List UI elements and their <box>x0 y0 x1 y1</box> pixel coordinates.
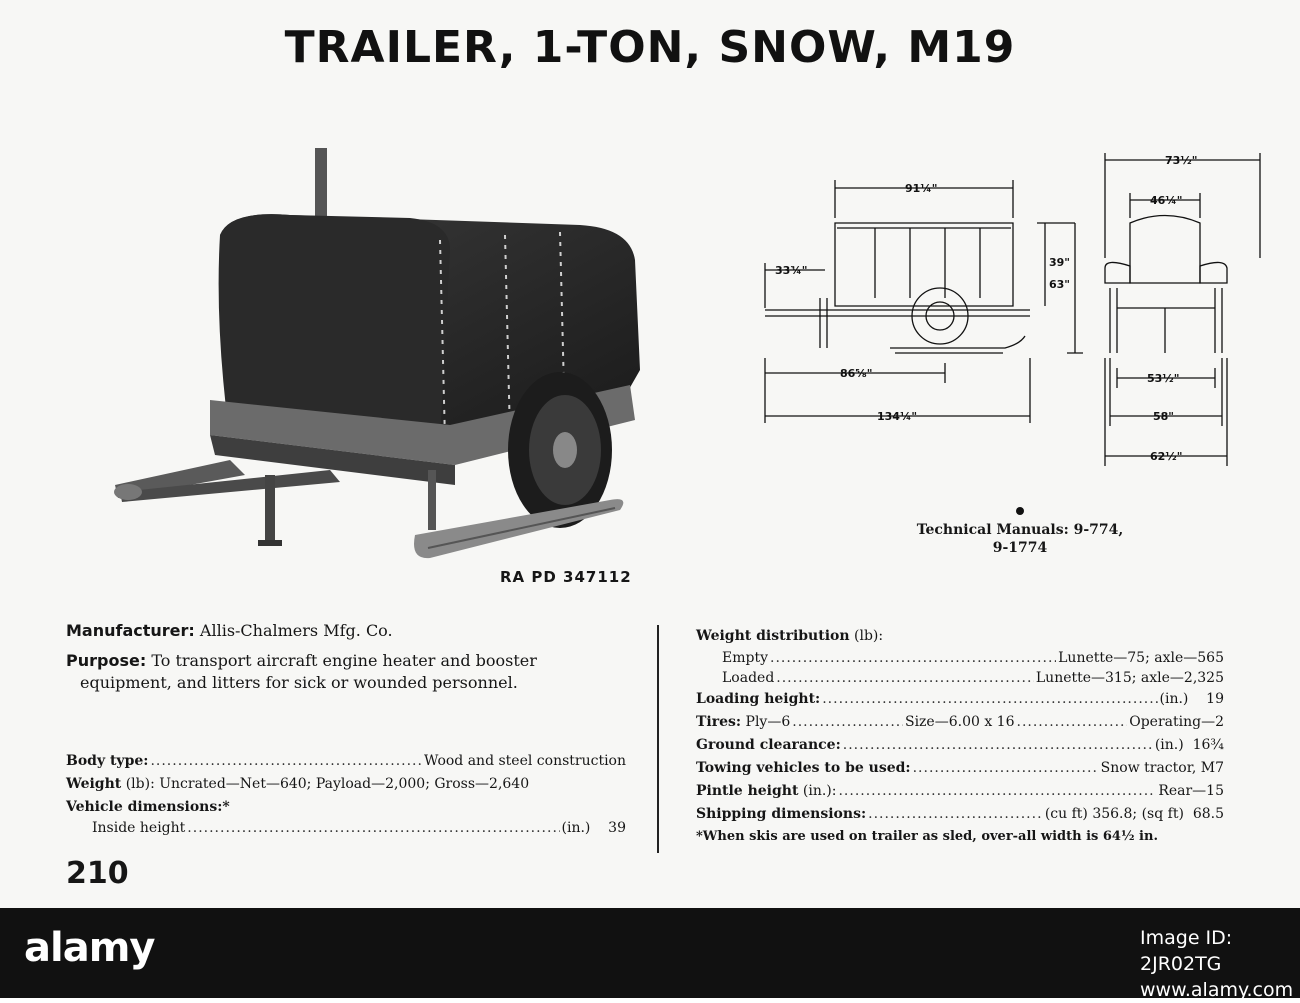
weight-distribution-label: Weight distribution <box>696 628 850 644</box>
weight-loaded-row <box>696 668 1224 688</box>
loading-height-row <box>696 688 1224 711</box>
dim-body-width: 46¼" <box>1150 194 1183 207</box>
tires-ply: Ply—6 <box>745 714 791 730</box>
manufacturer-line <box>66 620 626 642</box>
trailer-photo <box>110 140 650 570</box>
dim-tongue: 33¾" <box>775 264 808 277</box>
weight-distribution-row <box>696 625 1224 648</box>
site-url: www.alamy.com <box>1140 979 1294 1001</box>
pintle-value: Rear—15 <box>1158 783 1224 799</box>
body-type-label: Body type: <box>66 753 149 769</box>
weight-empty-value: Lunette—75; axle—565 <box>1058 650 1224 666</box>
tires-label: Tires: <box>696 714 742 730</box>
shipping-label: Shipping dimensions: <box>696 806 867 822</box>
dim-track-outer: 62½" <box>1150 450 1183 463</box>
dim-overall-height: 63" <box>1049 278 1071 291</box>
leader-dots <box>838 780 1156 803</box>
shipping-cu: (cu ft) 356.8; <box>1044 806 1138 822</box>
towing-label: Towing vehicles to be used: <box>696 760 911 776</box>
leader-dots <box>822 688 1157 711</box>
weight-row <box>66 773 626 796</box>
dim-front-to-axle: 86⅝" <box>840 367 873 380</box>
leader-dots <box>868 803 1043 826</box>
inside-height-value: (in.) 39 <box>561 820 626 836</box>
shipping-sq: (sq ft) 68.5 <box>1141 806 1224 822</box>
leader-dots <box>1017 711 1128 734</box>
vehicle-dimensions-row <box>66 796 626 819</box>
leader-dots <box>843 734 1153 757</box>
weight-distribution-unit: (lb): <box>854 628 884 644</box>
dimension-diagram <box>745 148 1275 478</box>
pintle-row <box>696 780 1224 803</box>
page-number: 210 <box>66 856 129 891</box>
ground-clearance-row <box>696 734 1224 757</box>
shipping-row <box>696 803 1224 826</box>
body-type-value: Wood and steel construction <box>424 753 626 769</box>
tires-size: Size—6.00 x 16 <box>904 714 1015 730</box>
image-id: Image ID: 2JR02TG <box>1140 927 1233 975</box>
body-type-row <box>66 750 626 773</box>
dim-track-inner: 53½" <box>1147 372 1180 385</box>
inside-height-row <box>66 819 626 837</box>
leader-dots <box>913 757 1099 780</box>
towing-row <box>696 757 1224 780</box>
ground-clearance-value: (in.) 16¾ <box>1154 737 1224 753</box>
purpose-text-line1: To transport aircraft engine heater and booster <box>151 651 537 670</box>
technical-manuals <box>880 507 1160 557</box>
leader-dots <box>776 668 1034 688</box>
left-spec-column <box>66 620 626 837</box>
leader-dots <box>770 648 1056 668</box>
dim-length-top: 91¼" <box>905 182 938 195</box>
weight-loaded-label: Loaded <box>722 670 775 686</box>
manufacturer-value: Allis-Chalmers Mfg. Co. <box>199 621 393 640</box>
dim-body-height: 39" <box>1049 256 1071 269</box>
right-spec-column <box>696 625 1224 848</box>
ground-clearance-label: Ground clearance: <box>696 737 841 753</box>
loading-height-label: Loading height: <box>696 691 821 707</box>
alamy-logo: alamy <box>24 925 155 971</box>
technical-manuals-line1: Technical Manuals: 9-774, <box>916 522 1124 538</box>
watermark-bar <box>0 908 1300 998</box>
pintle-label: Pintle height <box>696 783 799 799</box>
manufacturer-label: Manufacturer: <box>66 621 195 640</box>
weight-loaded-value: Lunette—315; axle—2,325 <box>1035 670 1224 686</box>
column-divider <box>657 625 659 853</box>
leader-dots <box>187 819 559 837</box>
loading-height-value: (in.) 19 <box>1159 691 1224 707</box>
purpose-label: Purpose: <box>66 651 147 670</box>
leader-dots <box>792 711 903 734</box>
pintle-unit: (in.): <box>802 783 837 799</box>
weight-label: Weight <box>66 776 122 792</box>
weight-empty-label: Empty <box>722 650 768 666</box>
leader-dots <box>150 750 422 773</box>
image-id-block <box>1140 925 1300 1003</box>
purpose-text-line2: equipment, and litters for sick or wounded personnel. <box>80 673 518 692</box>
dim-overall-length: 134¼" <box>877 410 918 423</box>
purpose-line <box>66 650 626 672</box>
side-view-drawing <box>765 153 1260 466</box>
technical-manuals-line2: 9-1774 <box>992 540 1048 556</box>
dim-overall-width: 73½" <box>1165 154 1198 167</box>
tires-operating: Operating—2 <box>1129 714 1224 730</box>
weight-text: (lb): Uncrated—Net—640; Payload—2,000; Gross—2,640 <box>125 776 530 792</box>
bullet-dot <box>1016 507 1024 515</box>
weight-empty-row <box>696 648 1224 668</box>
inside-height-label: Inside height <box>92 820 186 836</box>
dim-track: 58" <box>1153 410 1175 423</box>
photo-caption: RA PD 347112 <box>500 568 632 586</box>
tires-row <box>696 711 1224 734</box>
footnote: *When skis are used on trailer as sled, over-all width is 64½ in. <box>696 829 1158 844</box>
vehicle-dimensions-label: Vehicle dimensions:* <box>66 799 230 815</box>
page-title: TRAILER, 1-TON, SNOW, M19 <box>284 22 1016 73</box>
towing-value: Snow tractor, M7 <box>1100 760 1224 776</box>
